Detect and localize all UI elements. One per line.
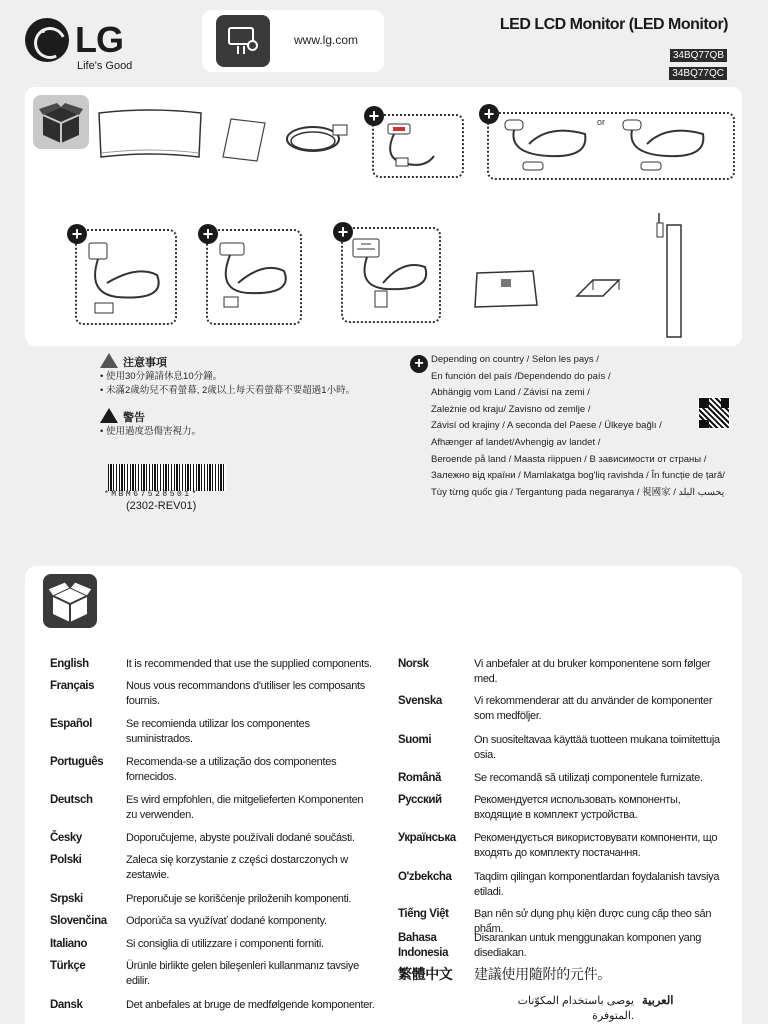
lang-ukrainian-text: Рекомендується використовувати компоненти, що входять до комплекту постачання.	[474, 832, 718, 859]
barcode-image	[108, 464, 226, 491]
optional-lan-cable-box	[341, 227, 441, 323]
lang-traditional-chinese: 繁體中文	[398, 966, 453, 982]
caution-triangle-icon	[100, 353, 118, 368]
country-line: En función del país /Dependendo do país /	[431, 370, 611, 382]
lang-french-text: Nous vous recommandons d'utiliser les composants fournis.	[126, 680, 365, 707]
lang-russian-text: Рекомендуется использовать компоненты, входящие в комплект устройства.	[474, 794, 681, 821]
lang-uzbek: O'zbekcha	[398, 871, 452, 883]
lang-german-text: Es wird empfohlen, die mitgelieferten Komponenten zu verwenden.	[126, 794, 364, 821]
lang-indonesian-text: Disarankan untuk menggunakan komponen yang disediakan.	[474, 932, 702, 959]
optional-plus-icon: +	[364, 106, 384, 126]
lang-indonesian: Bahasa Indonesia	[398, 932, 449, 959]
model-number-1: 34BQ77QB	[670, 49, 727, 62]
website-url[interactable]: www.lg.com	[294, 33, 359, 47]
country-availability-note	[431, 352, 741, 501]
lang-romanian: Română	[398, 772, 441, 784]
barcode-number: *MBM67528501*	[104, 490, 199, 499]
lang-portuguese: Português	[50, 756, 104, 768]
lang-italian-text: Si consiglia di utilizzare i componenti forniti.	[126, 938, 324, 950]
model-number-2: 34BQ77QC	[669, 67, 727, 80]
lang-arabic-text: يوصى باستخدام المكوّنات المتوفرة.	[517, 995, 634, 1022]
lang-turkish: Türkçe	[50, 960, 86, 972]
lang-norwegian-text: Vi anbefaler at du bruker komponentene som følger med.	[474, 658, 711, 685]
lang-turkish-text: Ürünle birlikte gelen bileşenleri kullanmanız tavsiye edilir.	[126, 960, 359, 987]
lang-traditional-chinese-text: 建議使用隨附的元件。	[474, 966, 611, 982]
or-label: or	[597, 117, 606, 127]
lang-czech-text: Doporučujeme, abyste používali dodané součásti.	[126, 832, 355, 844]
lang-english-text: It is recommended that use the supplied components.	[126, 658, 372, 670]
lang-spanish: Español	[50, 718, 92, 730]
qr-code[interactable]	[698, 397, 730, 429]
country-line: Tùy từng quốc gia / Tergantung pada negaranya / 視國家 / يحسب البلد	[431, 486, 725, 498]
lang-finnish: Suomi	[398, 734, 432, 746]
optional-plus-icon: +	[67, 224, 87, 244]
warning-line: • 使用過度恐傷害視力。	[100, 426, 201, 437]
open-box-icon	[43, 574, 97, 628]
brand-name: LG	[75, 19, 123, 60]
lang-italian: Italiano	[50, 938, 88, 950]
lang-vietnamese: Tiếng Việt	[398, 908, 449, 920]
lang-vietnamese-text: Bạn nên sử dụng phụ kiện được cung cấp theo sản phẩm.	[474, 908, 712, 935]
website-box	[202, 10, 384, 72]
optional-usbc-cable-box	[487, 112, 735, 180]
lang-swedish-text: Vi rekommenderar att du använder de komponenter som medföljer.	[474, 695, 713, 722]
country-line: Zależnie od kraju/ Zavisno od zemlje /	[431, 403, 591, 415]
lang-uzbek-text: Taqdim qilingan komponentlardan foydalanish tavsiya etiladi.	[474, 871, 720, 898]
caution-title: 注意事項	[123, 357, 167, 369]
brand-tagline: Life's Good	[77, 60, 133, 72]
optional-plus-icon: +	[479, 104, 499, 124]
country-line: Залежно від країни / Mamlakatga bog'liq ravishda / În funcție de țară/	[431, 470, 725, 482]
country-line: Afhænger af landet/Avhengig av landet /	[431, 436, 601, 448]
lg-face-icon	[25, 18, 69, 62]
lang-slovak-text: Odporúča sa využívať dodané komponenty.	[126, 915, 327, 927]
caution-notice	[100, 353, 355, 398]
country-line: Abhängig vom Land / Závisí na zemi /	[431, 387, 590, 399]
lang-norwegian: Norsk	[398, 658, 429, 670]
warning-notice	[100, 408, 201, 439]
optional-usb-cable-box	[75, 229, 177, 325]
optional-hdmi-cable-box	[372, 114, 464, 178]
lang-polish-text: Zaleca się korzystanie z części dostarczonych w zestawie.	[126, 854, 348, 881]
caution-line: • 未滿2歲幼兒不看螢幕, 2歲以上每天看螢幕不要超過1小時。	[100, 385, 356, 396]
lang-portuguese-text: Recomenda-se a utilização dos componentes fornecidos.	[126, 756, 337, 783]
manual-illustration	[221, 117, 269, 165]
optional-plus-icon: +	[410, 355, 428, 373]
lang-serbian-text: Preporučuje se korišćenje priloženih komponenti.	[126, 893, 352, 905]
lang-danish: Dansk	[50, 999, 83, 1011]
lang-english: English	[50, 658, 89, 670]
product-title: LED LCD Monitor (LED Monitor)	[499, 16, 728, 33]
optional-plus-icon: +	[198, 224, 218, 244]
power-cord-illustration	[283, 119, 353, 161]
components-panel	[25, 87, 742, 346]
monitor-illustration	[95, 105, 205, 163]
stand-base-illustration	[471, 265, 541, 311]
lg-logo	[25, 18, 145, 74]
lang-romanian-text: Se recomandă să utilizați componentele furnizate.	[474, 772, 703, 784]
bracket-illustration	[573, 272, 623, 304]
caution-line: • 使用30分鐘請休息10分鐘。	[100, 371, 223, 382]
stand-body-illustration	[653, 211, 693, 341]
lang-polish: Polski	[50, 854, 82, 866]
lang-slovak: Slovenčina	[50, 915, 107, 927]
revision-label: (2302-REV01)	[126, 500, 197, 512]
lang-swedish: Svenska	[398, 695, 442, 707]
lang-russian: Русский	[398, 794, 442, 806]
country-line: Závisí od krajiny / A seconda del Paese / Ülkeye bağlı /	[431, 420, 662, 432]
lang-finnish-text: On suositeltavaa käyttää tuotteen mukana toimitettuja osia.	[474, 734, 720, 761]
lang-serbian: Srpski	[50, 893, 83, 905]
lang-german: Deutsch	[50, 794, 93, 806]
lang-danish-text: Det anbefales at bruge de medfølgende komponenter.	[126, 999, 375, 1011]
lang-arabic: العربية	[642, 995, 674, 1007]
lang-french: Français	[50, 680, 95, 692]
lang-ukrainian: Українська	[398, 832, 456, 844]
package-box-icon	[33, 95, 89, 149]
monitor-search-icon	[216, 15, 270, 67]
lang-spanish-text: Se recomienda utilizar los componentes suministrados.	[126, 718, 310, 745]
warning-title: 警告	[123, 412, 145, 424]
optional-plus-icon: +	[333, 222, 353, 242]
warning-triangle-icon	[100, 408, 118, 423]
country-line: Depending on country / Selon les pays /	[431, 354, 599, 365]
optional-displayport-cable-box	[206, 229, 302, 325]
lang-czech: Česky	[50, 832, 82, 844]
country-line: Beroende på land / Maasta riippuen / В зависимости от страны /	[431, 453, 707, 465]
